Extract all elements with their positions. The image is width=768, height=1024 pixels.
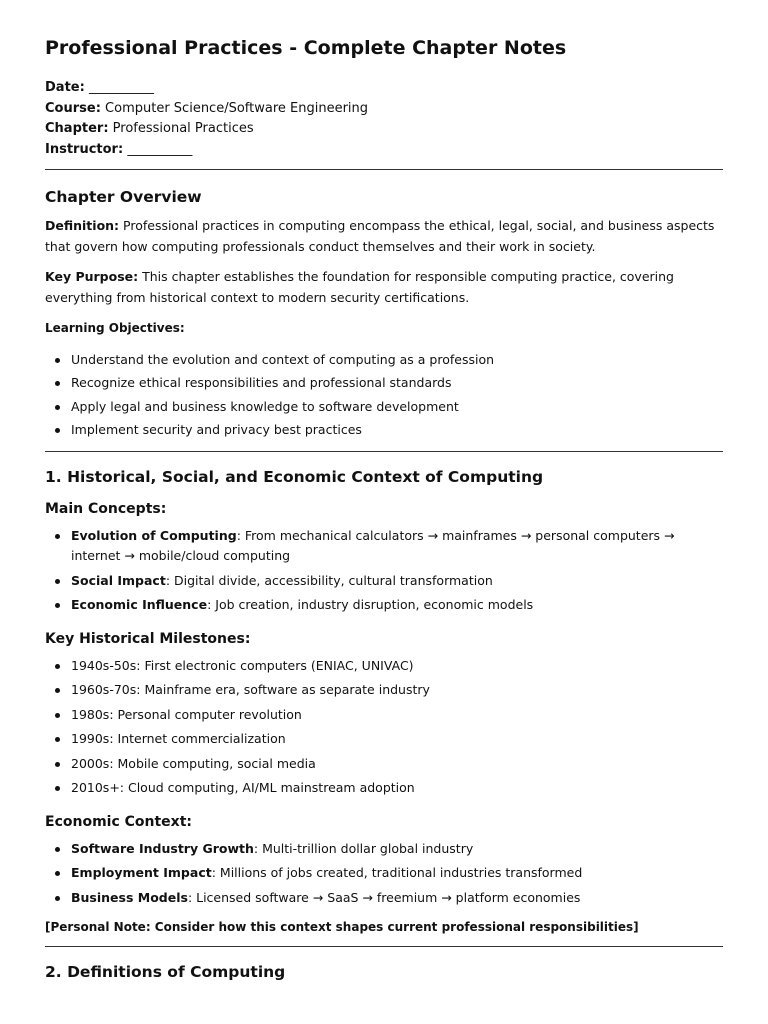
divider [45, 451, 723, 452]
document-meta [45, 78, 723, 160]
list-item: Recognize ethical responsibilities and professional standards [45, 373, 723, 394]
list-item: Evolution of Computing: From mechanical calculators → mainframes → personal computers → internet → mobile/cloud computing [45, 526, 723, 567]
bullet-icon [55, 762, 60, 767]
bullet-icon [55, 405, 60, 410]
bullet-icon [55, 603, 60, 608]
bullet-icon [55, 534, 60, 539]
list-item: Understand the evolution and context of computing as a profession [45, 350, 723, 371]
bullet-icon [55, 579, 60, 584]
section1-heading: 1. Historical, Social, and Economic Context of Computing [45, 467, 544, 486]
milestones-heading: Key Historical Milestones: [45, 630, 251, 647]
list-item: Apply legal and business knowledge to software development [45, 397, 723, 418]
bullet-icon [55, 381, 60, 386]
list-item: Business Models: Licensed software → SaaS → freemium → platform economies [45, 888, 723, 909]
list-item: 1960s-70s: Mainframe era, software as separate industry [45, 680, 723, 701]
meta-course: Course: Computer Science/Software Engineering [45, 100, 369, 116]
main-concepts-heading: Main Concepts: [45, 500, 167, 517]
bullet-icon [55, 713, 60, 718]
personal-note: [Personal Note: Consider how this context shapes current professional responsibilities] [45, 920, 639, 934]
list-item: Software Industry Growth: Multi-trillion dollar global industry [45, 839, 723, 860]
bullet-icon [55, 786, 60, 791]
meta-date: Date: __________ [45, 80, 154, 95]
meta-chapter: Chapter: Professional Practices [45, 121, 254, 136]
main-concepts-list [45, 526, 723, 616]
objectives-list [45, 350, 723, 441]
section2-heading: 2. Definitions of Computing [45, 963, 286, 981]
bullet-icon [55, 688, 60, 693]
list-item: 1940s-50s: First electronic computers (ENIAC, UNIVAC) [45, 656, 723, 677]
objectives-label: Learning Objectives: [45, 321, 185, 335]
list-item: Implement security and privacy best practices [45, 420, 723, 441]
divider [45, 946, 723, 947]
purpose-paragraph: Key Purpose: This chapter establishes the foundation for responsible computing practice, covering everything from historical context to modern security certifications. [45, 269, 674, 305]
list-item: Employment Impact: Millions of jobs created, traditional industries transformed [45, 863, 723, 884]
list-item: 1980s: Personal computer revolution [45, 705, 723, 726]
bullet-icon [55, 737, 60, 742]
economic-heading: Economic Context: [45, 813, 192, 830]
economic-list [45, 839, 723, 909]
document-title: Professional Practices - Complete Chapter Notes [45, 37, 567, 59]
overview-heading: Chapter Overview [45, 188, 202, 206]
list-item: Social Impact: Digital divide, accessibility, cultural transformation [45, 571, 723, 592]
bullet-icon [55, 847, 60, 852]
milestones-list [45, 656, 723, 799]
bullet-icon [55, 358, 60, 363]
list-item: Economic Influence: Job creation, industry disruption, economic models [45, 595, 723, 616]
meta-instructor: Instructor: __________ [45, 141, 193, 157]
bullet-icon [55, 871, 60, 876]
divider [45, 169, 723, 170]
bullet-icon [55, 896, 60, 901]
list-item: 1990s: Internet commercialization [45, 729, 723, 750]
list-item: 2000s: Mobile computing, social media [45, 754, 723, 775]
definition-paragraph: Definition: Professional practices in computing encompass the ethical, legal, social, and business aspects that govern how computing professionals conduct themselves and their work in society. [45, 218, 715, 254]
bullet-icon [55, 664, 60, 669]
bullet-icon [55, 428, 60, 433]
list-item: 2010s+: Cloud computing, AI/ML mainstream adoption [45, 778, 723, 799]
